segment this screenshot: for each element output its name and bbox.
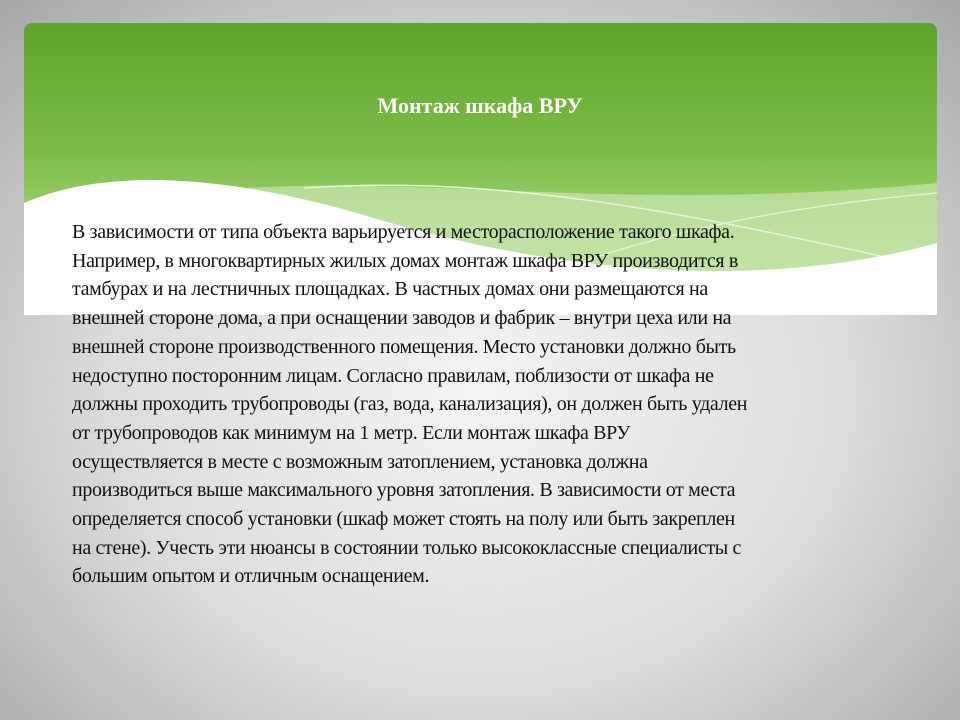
body-line: тамбурах и на лестничных площадках. В частных домах они размещаются на	[72, 278, 708, 301]
body-line: внешней стороне производственного помещения. Место установки должно быть	[72, 335, 736, 358]
body-line: осуществляется в месте с возможным затоплением, установка должна	[72, 450, 648, 473]
slide-body	[72, 218, 747, 591]
body-line: должны проходить трубопроводы (газ, вода, канализация), он должен быть удален	[72, 393, 748, 416]
body-line: на стене). Учесть эти нюансы в состоянии только высококлассные специалисты с	[72, 536, 742, 559]
slide-title: Монтаж шкафа ВРУ	[377, 93, 583, 118]
body-line: Например, в многоквартирных жилых домах монтаж шкафа ВРУ производится в	[72, 249, 738, 272]
body-line: внешней стороне дома, а при оснащении заводов и фабрик – внутри цеха или на	[72, 307, 732, 330]
body-line: В зависимости от типа объекта варьируется и месторасположение такого шкафа.	[72, 221, 735, 243]
body-line: определяется способ установки (шкаф может стоять на полу или быть закреплен	[72, 508, 735, 531]
body-line: производиться выше максимального уровня затопления. В зависимости от места	[72, 479, 736, 502]
body-line: большим опытом и отличным оснащением.	[72, 565, 430, 588]
body-line: от трубопроводов как минимум на 1 метр. Если монтаж шкафа ВРУ	[72, 421, 631, 444]
body-line: недоступно посторонним лицам. Согласно правилам, поблизости от шкафа не	[72, 364, 714, 387]
